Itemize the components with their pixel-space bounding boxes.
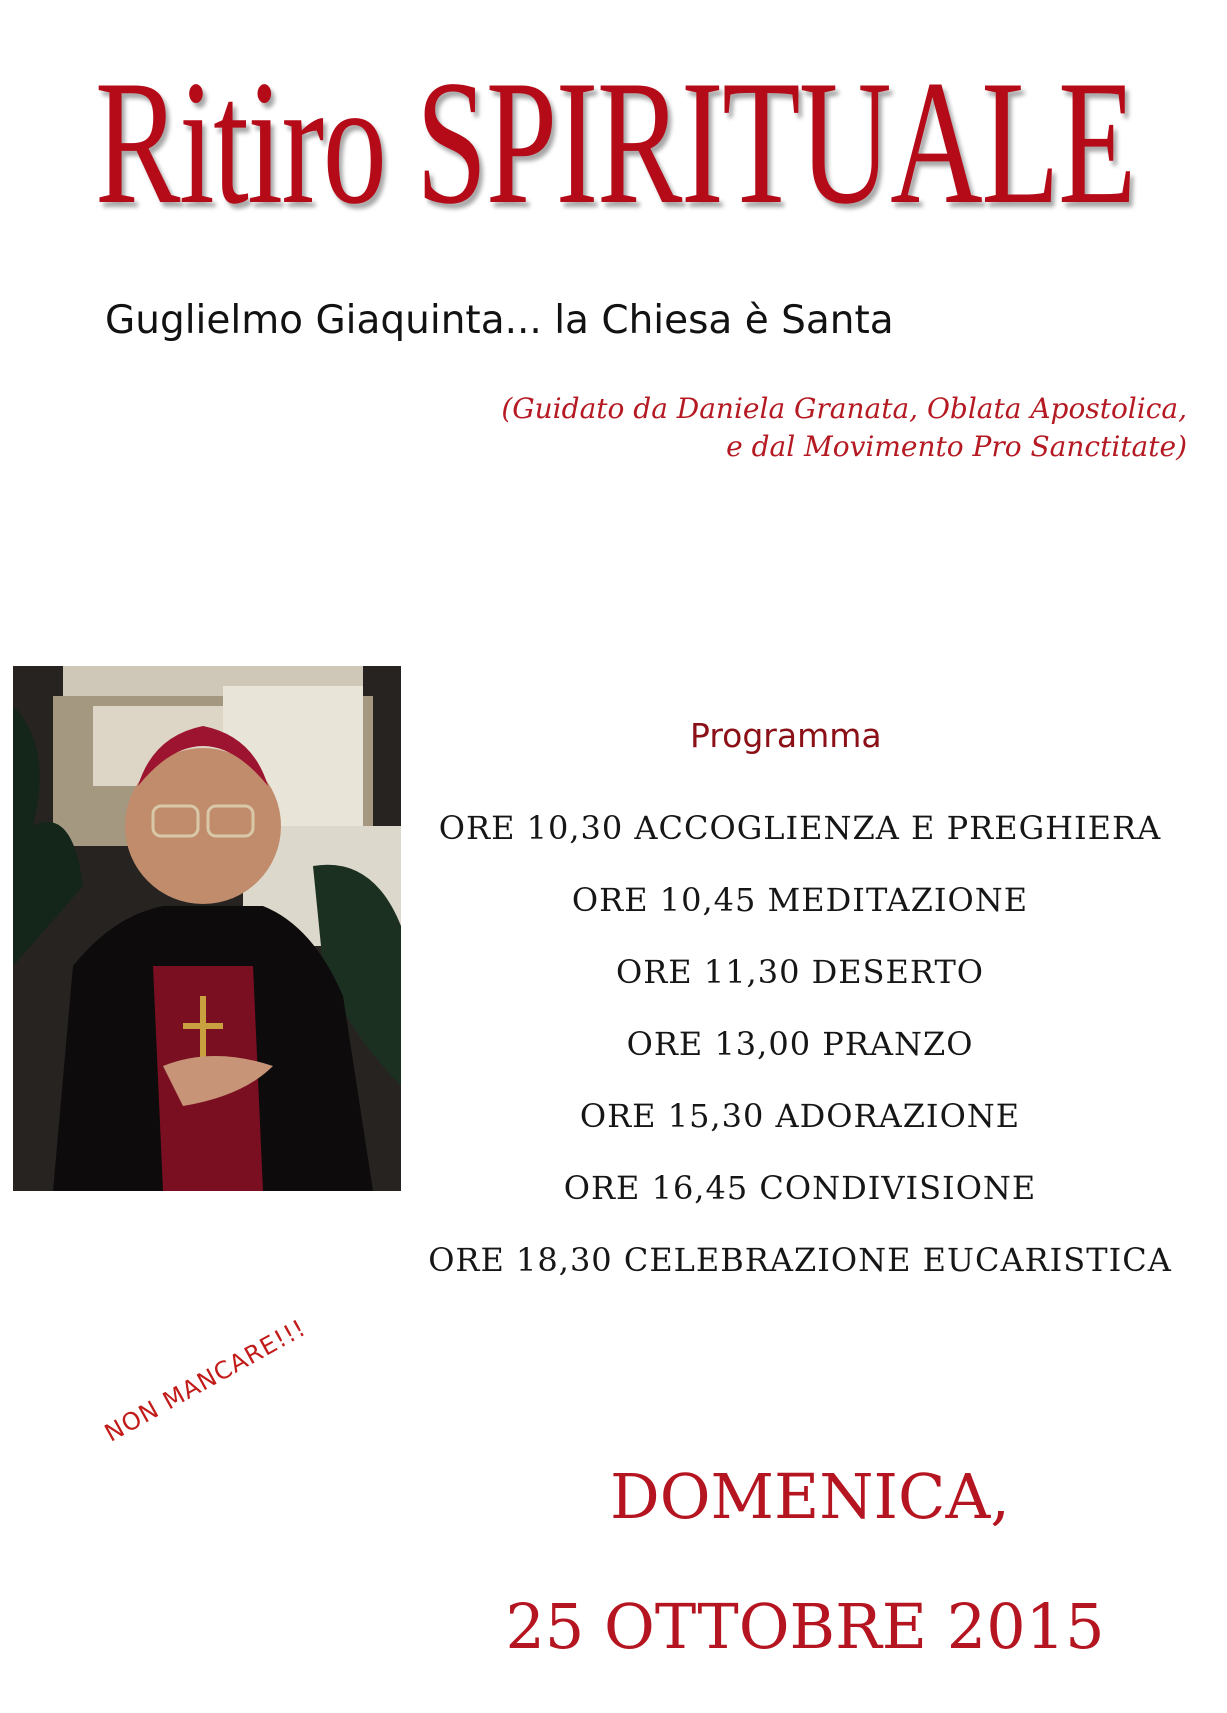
schedule-item: ORE 13,00 PRANZO: [626, 1025, 974, 1063]
schedule-item: ORE 18,30 CELEBRAZIONE EUCARISTICA: [428, 1241, 1172, 1279]
event-day: DOMENICA,: [610, 1460, 1010, 1533]
guide-line-1: (Guidato da Daniela Granata, Oblata Apostolica,: [501, 392, 1187, 425]
portrait-photo-icon: [13, 666, 401, 1191]
schedule-item: ORE 16,45 CONDIVISIONE: [563, 1169, 1037, 1207]
subtitle: Guglielmo Giaquinta... la Chiesa è Santa: [105, 298, 894, 343]
program-heading: Programma: [690, 716, 882, 755]
guide-line-2: e dal Movimento Pro Sanctitate): [726, 430, 1187, 463]
schedule-item: ORE 10,30 ACCOGLIENZA E PREGHIERA: [438, 809, 1162, 847]
schedule-item: ORE 15,30 ADORAZIONE: [579, 1097, 1021, 1135]
event-date: 25 OTTOBRE 2015: [505, 1590, 1105, 1663]
reminder-stamp: NON MANCARE!!!: [100, 1313, 311, 1448]
schedule-item: ORE 10,45 MEDITAZIONE: [571, 881, 1029, 919]
schedule-item: ORE 11,30 DESERTO: [615, 953, 985, 991]
guide-note: [367, 390, 1187, 466]
schedule-list: [410, 792, 1190, 1296]
portrait-photo: [13, 666, 401, 1191]
page-title: Ritiro SPIRITUALE: [95, 43, 1135, 241]
